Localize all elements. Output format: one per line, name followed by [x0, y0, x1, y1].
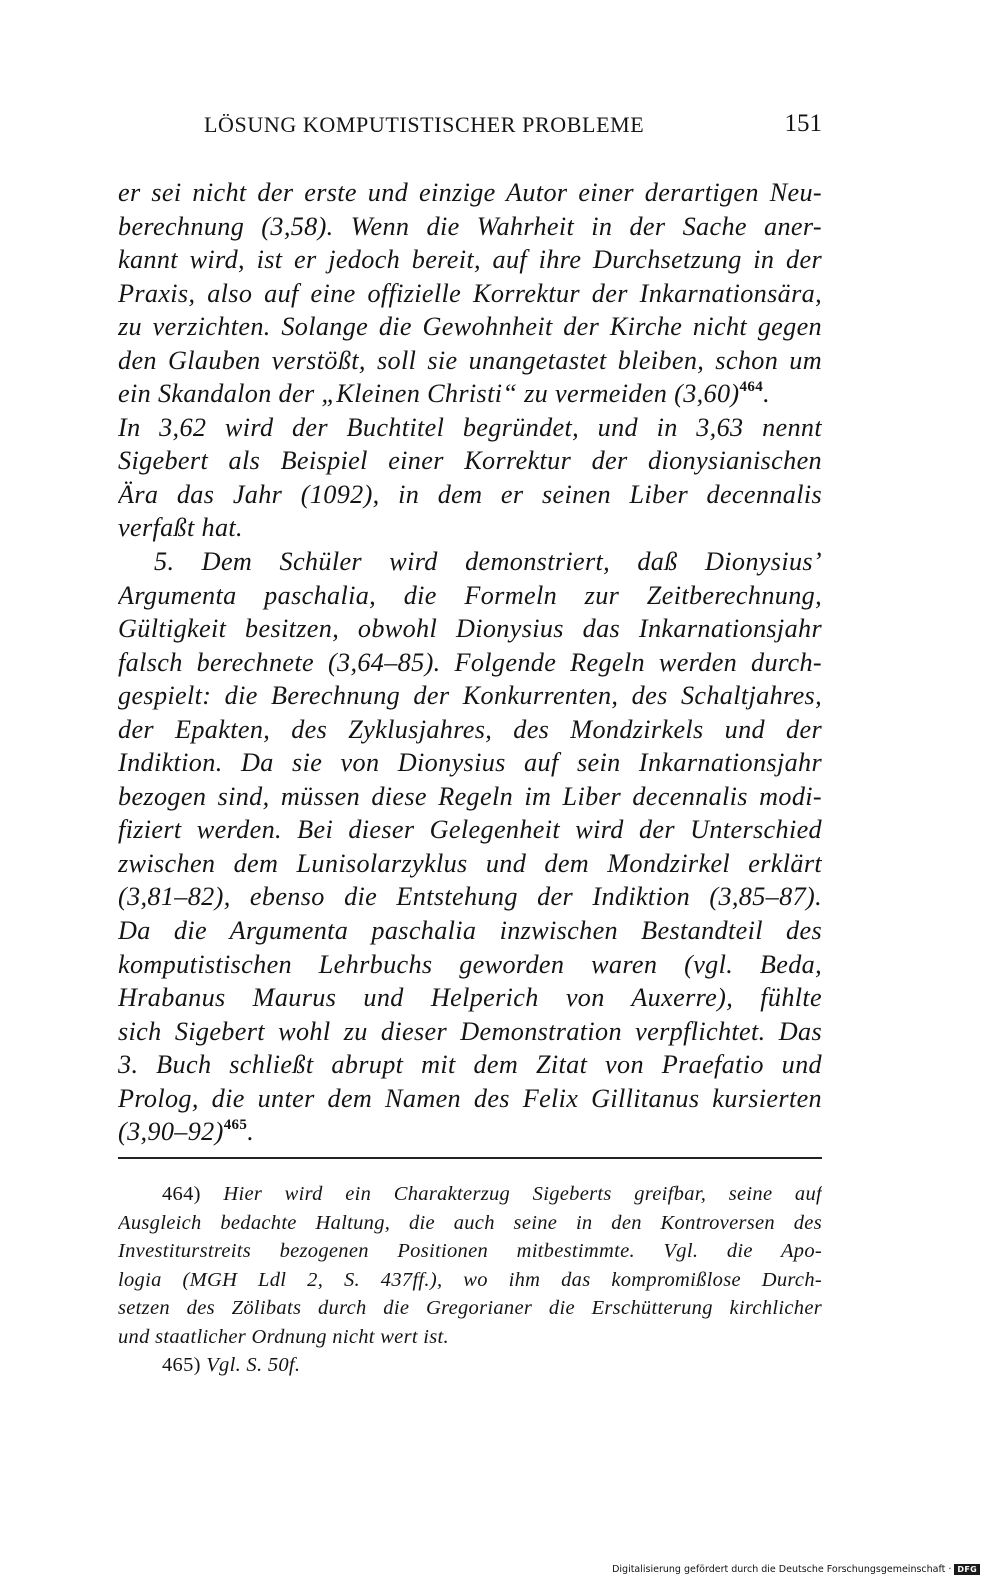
text-line: Praxis, also auf eine offizielle Korrektur der Inkarnationsära,: [118, 278, 822, 308]
text-line: Indiktion. Da sie von Dionysius auf sein Inkarnationsjahr: [118, 748, 822, 778]
footnotes: [118, 1180, 822, 1380]
text-line: Hrabanus Maurus und Helperich von Auxerre), fühlte: [118, 983, 822, 1013]
footnote-text: Vgl. S. 50f.: [206, 1354, 301, 1376]
footnote-text: Hier wird ein Charakterzug Sigeberts greifbar, seine auf: [223, 1183, 822, 1205]
footnote-ref-465[interactable]: 465: [223, 1117, 248, 1134]
text-line: er sei nicht der erste und einzige Autor einer derartigen Neu-: [118, 178, 822, 207]
text-line: verfaßt hat.: [118, 513, 243, 543]
footnote-464: [118, 1180, 822, 1209]
text-line: falsch berechnete (3,64–85). Folgende Regeln werden durch-: [118, 647, 822, 677]
text-line: (3,81–82), ebenso die Entstehung der Indiktion (3,85–87).: [118, 882, 822, 912]
text-line: der Epakten, des Zyklusjahres, des Mondzirkels und der: [118, 714, 822, 744]
text-line: fiziert werden. Bei dieser Gelegenheit wird der Unterschied: [118, 815, 822, 845]
period: .: [763, 379, 770, 409]
footnote-number: 465): [162, 1354, 201, 1376]
footnote-line: Investiturstreits bezogenen Positionen mitbestimmte. Vgl. die Apo-: [118, 1240, 822, 1262]
text-line: Ära das Jahr (1092), in dem er seinen Liber decennalis: [118, 479, 822, 509]
running-header: [118, 112, 822, 142]
footnote-line: setzen des Zölibats durch die Gregorianer die Erschütterung kirchlicher: [118, 1297, 822, 1319]
text-line: ein Skandalon der „Kleinen Christi“ zu vermeiden (3,60): [118, 379, 740, 409]
credit-separator: ·: [948, 1564, 952, 1575]
page-number: 151: [784, 110, 822, 137]
paragraph-start: 5. Dem Schüler wird demonstriert, daß Dionysius’: [154, 547, 822, 577]
text-line: komputistischen Lehrbuchs geworden waren (vgl. Beda,: [118, 949, 822, 979]
text-line: Gültigkeit besitzen, obwohl Dionysius das Inkarnationsjahr: [118, 614, 822, 644]
text-line: Sigebert als Beispiel einer Korrektur der dionysianischen: [118, 446, 822, 476]
text-line: (3,90–92): [118, 1117, 224, 1147]
text-line: Da die Argumenta paschalia inzwischen Bestandteil des: [118, 916, 822, 946]
text-line: den Glauben verstößt, soll sie unangetastet bleiben, schon um: [118, 345, 822, 375]
text-line-with-footnote: [118, 377, 822, 411]
text-line: zwischen dem Lunisolarzyklus und dem Mondzirkel erklärt: [118, 848, 822, 878]
footnote-ref-464[interactable]: 464: [739, 379, 764, 396]
footnote-line: Ausgleich bedachte Haltung, die auch seine in den Kontroversen des: [118, 1211, 822, 1234]
period: .: [247, 1117, 255, 1147]
digitization-credit: [612, 1564, 980, 1575]
text-line: zu verzichten. Solange die Gewohnheit der Kirche nicht gegen: [118, 312, 822, 342]
text-line: gespielt: die Berechnung der Konkurrenten, des Schaltjahres,: [118, 681, 822, 711]
credit-text: Digitalisierung gefördert durch die Deutsche Forschungsgemeinschaft: [612, 1564, 946, 1575]
dfg-logo: DFG: [954, 1564, 980, 1575]
footnote-465: [118, 1351, 822, 1380]
text-line: 3. Buch schließt abrupt mit dem Zitat von Praefatio und: [118, 1050, 822, 1080]
main-text: [118, 176, 822, 1149]
text-line: bezogen sind, müssen diese Regeln im Liber decennalis modi-: [118, 781, 822, 811]
text-line: Prolog, die unter dem Namen des Felix Gillitanus kursierten: [118, 1083, 822, 1113]
running-title: LÖSUNG KOMPUTISTISCHER PROBLEME: [204, 112, 645, 137]
text-line: sich Sigebert wohl zu dieser Demonstration verpflichtet. Das: [118, 1016, 822, 1046]
footnote-separator: [118, 1157, 822, 1159]
footnote-line: und staatlicher Ordnung nicht wert ist.: [118, 1325, 449, 1348]
text-line: berechnung (3,58). Wenn die Wahrheit in der Sache aner-: [118, 211, 822, 241]
text-line: In 3,62 wird der Buchtitel begründet, und in 3,63 nennt: [118, 412, 822, 442]
text-line: kannt wird, ist er jedoch bereit, auf ihre Durchsetzung in der: [118, 245, 822, 275]
text-line: Argumenta paschalia, die Formeln zur Zeitberechnung,: [118, 580, 822, 610]
footnote-line: logia (MGH Ldl 2, S. 437ff.), wo ihm das kompromißlose Durch-: [118, 1268, 822, 1291]
footnote-number: 464): [162, 1183, 201, 1205]
text-line-with-footnote: [118, 1115, 822, 1149]
